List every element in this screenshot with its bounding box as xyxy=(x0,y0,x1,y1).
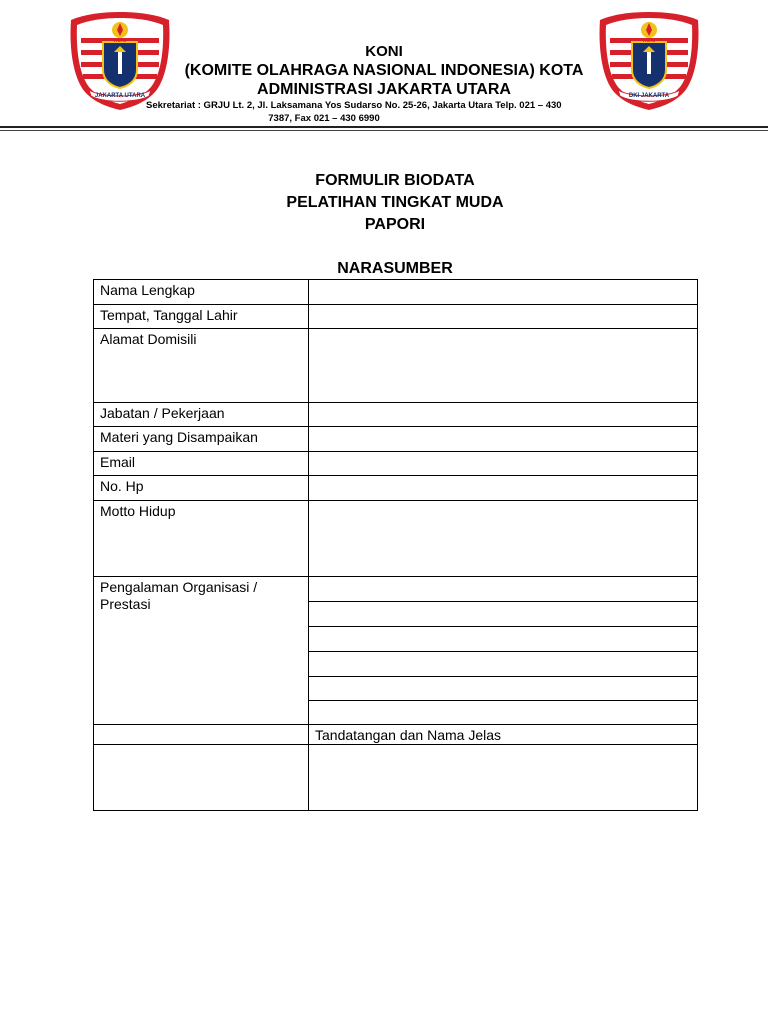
svg-text:KONI: KONI xyxy=(113,38,127,44)
form-row-materi xyxy=(94,427,698,452)
field-value-motto[interactable] xyxy=(309,501,698,577)
field-value-pengalaman-3[interactable] xyxy=(309,627,698,652)
empty-cell xyxy=(94,725,309,745)
secretariat-address-line2: 7387, Fax 021 – 430 6990 xyxy=(268,113,380,124)
empty-cell xyxy=(94,745,309,811)
form-row-ttl xyxy=(94,305,698,329)
signature-label: Tandatangan dan Nama Jelas xyxy=(309,725,698,745)
field-label: No. Hp xyxy=(94,476,309,501)
form-row-nohp xyxy=(94,476,698,501)
field-value-alamat[interactable] xyxy=(309,329,698,403)
biodata-form-table xyxy=(93,279,698,811)
form-row-motto xyxy=(94,501,698,577)
svg-text:JAKARTA UTARA: JAKARTA UTARA xyxy=(94,93,146,99)
form-row-jabatan xyxy=(94,403,698,427)
field-value-jabatan[interactable] xyxy=(309,403,698,427)
field-value-nama-lengkap[interactable] xyxy=(309,280,698,305)
field-value-email[interactable] xyxy=(309,452,698,476)
org-name-short: KONI xyxy=(365,43,403,60)
field-value-pengalaman-4[interactable] xyxy=(309,652,698,677)
form-title: FORMULIR BIODATA xyxy=(315,172,475,189)
svg-text:KONI: KONI xyxy=(642,38,656,44)
field-label: Tempat, Tanggal Lahir xyxy=(94,305,309,329)
form-program: PAPORI xyxy=(364,216,426,233)
field-value-pengalaman-2[interactable] xyxy=(309,602,698,627)
field-label: Motto Hidup xyxy=(94,501,309,577)
form-row-alamat xyxy=(94,329,698,403)
org-city: ADMINISTRASI JAKARTA UTARA xyxy=(257,81,511,98)
form-row-pengalaman xyxy=(94,577,698,602)
field-value-nohp[interactable] xyxy=(309,476,698,501)
form-row-signature-label xyxy=(94,725,698,745)
field-label: Jabatan / Pekerjaan xyxy=(94,403,309,427)
section-title: NARASUMBER xyxy=(337,260,453,277)
form-row-signature xyxy=(94,745,698,811)
field-label: Materi yang Disampaikan xyxy=(94,427,309,452)
field-label: Nama Lengkap xyxy=(94,280,309,305)
form-subtitle: PELATIHAN TINGKAT MUDA xyxy=(286,194,504,211)
header-divider-thick xyxy=(0,126,768,128)
org-name-full: (KOMITE OLAHRAGA NASIONAL INDONESIA) KOTA xyxy=(184,62,584,79)
header-divider-thin xyxy=(0,130,768,131)
field-value-pengalaman-6[interactable] xyxy=(309,701,698,725)
field-value-ttl[interactable] xyxy=(309,305,698,329)
field-label: Email xyxy=(94,452,309,476)
field-label: Alamat Domisili xyxy=(94,329,309,403)
field-value-materi[interactable] xyxy=(309,427,698,452)
field-label: Pengalaman Organisasi / Prestasi xyxy=(94,577,309,725)
field-value-pengalaman-1[interactable] xyxy=(309,577,698,602)
form-row-nama-lengkap xyxy=(94,280,698,305)
signature-field[interactable] xyxy=(309,745,698,811)
field-value-pengalaman-5[interactable] xyxy=(309,677,698,701)
secretariat-address-line1: Sekretariat : GRJU Lt. 2, Jl. Laksamana Yos Sudarso No. 25-26, Jakarta Utara Telp. 021 – 430 xyxy=(146,100,562,111)
form-row-email xyxy=(94,452,698,476)
svg-text:DKI JAKARTA: DKI JAKARTA xyxy=(628,93,670,99)
